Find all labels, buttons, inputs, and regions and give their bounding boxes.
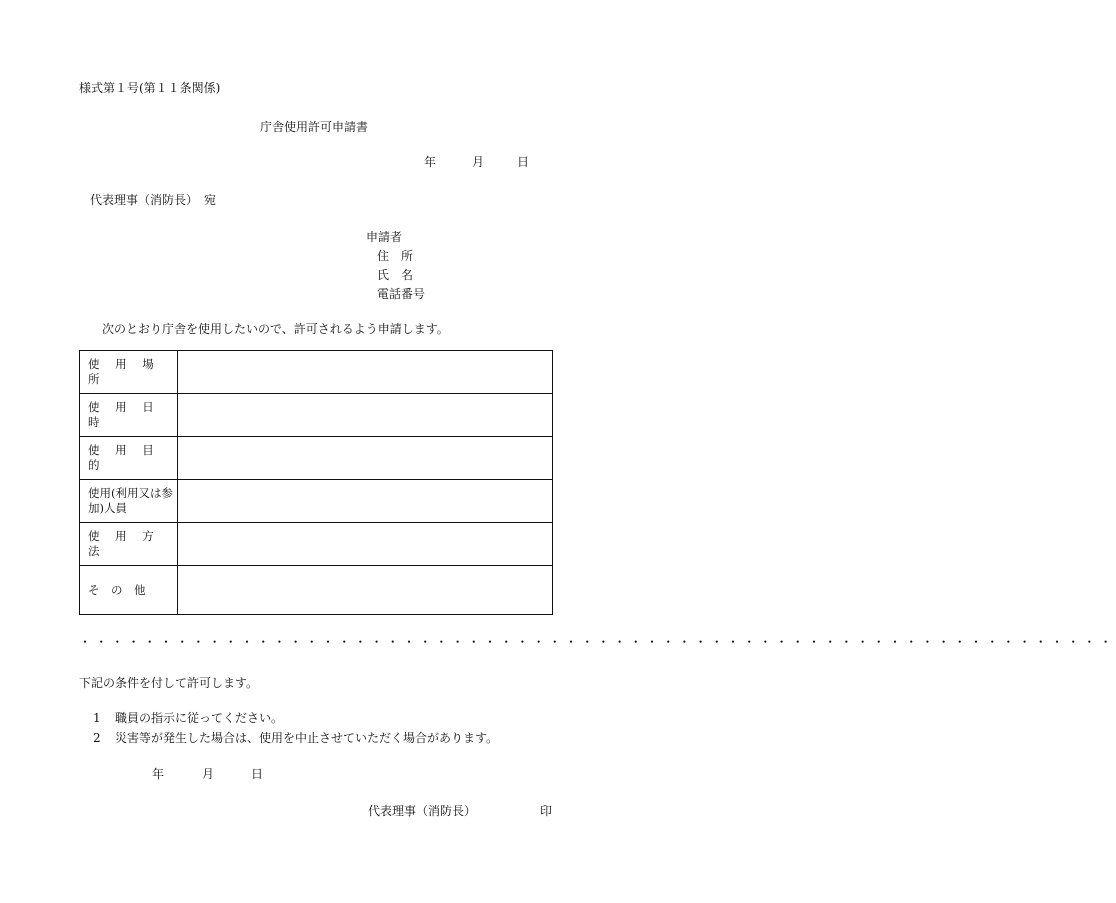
date-day: 日 <box>517 155 530 169</box>
table-row-purpose <box>80 437 553 480</box>
dotted-separator: ・・・・・・・・・・・・・・・・・・・・・・・・・・・・・・・・・・・・・・・・・・・・・・・・・・・・・・・・・・・・・・・・ <box>79 635 1116 649</box>
permit-signer: 代表理事（消防長） <box>368 804 477 818</box>
table-row-location <box>80 351 553 394</box>
condition-number: 2 <box>93 731 101 745</box>
table-row-attendees <box>80 480 553 523</box>
row-label-location: 使 用 場 所 <box>80 351 178 394</box>
applicant-name-label: 氏 名 <box>377 268 414 282</box>
application-table <box>79 350 553 615</box>
row-value-attendees[interactable] <box>178 480 553 523</box>
row-label-other: そ の 他 <box>80 566 178 615</box>
permit-date-day: 日 <box>251 767 264 781</box>
form-title: 庁舎使用許可申請書 <box>260 120 369 134</box>
condition-item-2 <box>93 731 498 745</box>
condition-number: 1 <box>93 711 101 725</box>
row-label-attendees: 使用(利用又は参加)人員 <box>80 480 178 523</box>
applicant-address-label: 住 所 <box>377 249 414 263</box>
row-label-purpose: 使 用 目 的 <box>80 437 178 480</box>
table-row-method <box>80 523 553 566</box>
row-label-method: 使 用 方 法 <box>80 523 178 566</box>
row-value-location[interactable] <box>178 351 553 394</box>
applicant-heading: 申請者 <box>366 230 403 244</box>
condition-text: 災害等が発生した場合は、使用を中止させていただく場合があります。 <box>115 731 499 745</box>
row-value-other[interactable] <box>178 566 553 615</box>
permit-date-month: 月 <box>202 767 215 781</box>
condition-text: 職員の指示に従ってください。 <box>115 711 284 725</box>
applicant-phone-label: 電話番号 <box>377 287 426 301</box>
addressee: 代表理事（消防長） 宛 <box>90 193 217 207</box>
row-value-method[interactable] <box>178 523 553 566</box>
table-row-datetime <box>80 394 553 437</box>
date-month: 月 <box>472 155 485 169</box>
row-label-datetime: 使 用 日 時 <box>80 394 178 437</box>
date-year: 年 <box>424 155 437 169</box>
permit-statement: 下記の条件を付して許可します。 <box>79 676 259 690</box>
table-row-other <box>80 566 553 615</box>
form-number: 様式第１号(第１１条関係) <box>79 81 221 95</box>
permit-date-year: 年 <box>152 767 165 781</box>
row-value-datetime[interactable] <box>178 394 553 437</box>
intro-text: 次のとおり庁舎を使用したいので、許可されるよう申請します。 <box>102 322 449 336</box>
condition-item-1 <box>93 711 283 725</box>
seal-mark: 印 <box>540 804 553 818</box>
row-value-purpose[interactable] <box>178 437 553 480</box>
